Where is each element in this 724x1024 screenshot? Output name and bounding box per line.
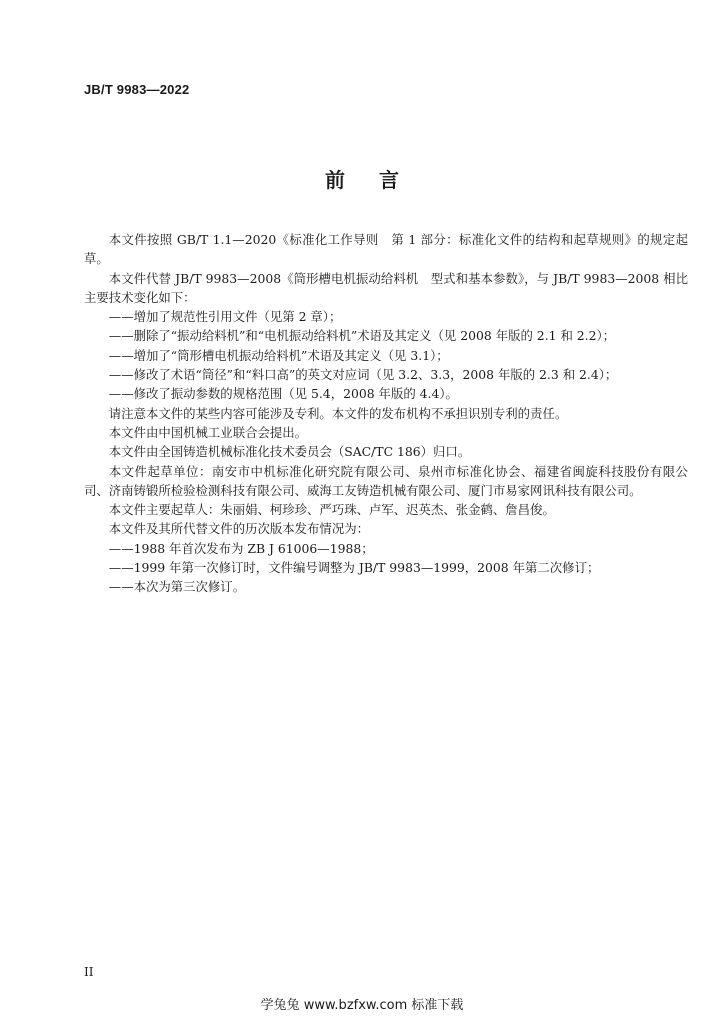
footer-watermark: 学兔兔 www.bzfxw.com 标准下载 — [260, 998, 464, 1013]
change-item: ——修改了术语“筒径”和“料口高”的英文对应词（见 3.2、3.3，2008 年版的 2.3 和 2.4）； — [108, 367, 618, 383]
change-item: ——增加了规范性引用文件（见第 2 章）； — [108, 309, 342, 325]
change-item: ——删除了“振动给料机”和“电机振动给料机”术语及其定义（见 2008 年版的 2.1 和 2.2）； — [108, 328, 616, 344]
standard-number: JB/T 9983—2022 — [84, 82, 190, 97]
paragraph-drafters: 本文件主要起草人：朱丽娟、柯珍珍、严巧珠、卢军、迟英杰、张金鹤、詹昌俊。 — [108, 502, 555, 518]
paragraph-drafting-units: 本文件起草单位：南安市中机标准化研究院有限公司、泉州市标准化协会、福建省闽旋科技股份有限公司、济南铸锻所检验检测科技有限公司、威海工友铸造机械有限公司、厦门市易家网讯科技有限公司。 — [84, 463, 688, 498]
foreword-body — [84, 230, 688, 597]
page-title: 前言 — [325, 168, 433, 192]
history-item: ——本次为第三次修订。 — [108, 579, 246, 595]
paragraph-replaces: 本文件代替 JB/T 9983—2008《筒形槽电机振动给料机 型式和基本参数》，与 JB/T 9983—2008 相比主要技术变化如下： — [84, 270, 688, 305]
change-item: ——修改了振动参数的规格范围（见 5.4，2008 年版的 4.4）。 — [108, 386, 458, 402]
history-item: ——1999 年第一次修订时，文件编号调整为 JB/T 9983—1999，2008 年第二次修订； — [108, 560, 600, 576]
paragraph-technical-committee: 本文件由全国铸造机械标准化技术委员会（SAC/TC 186）归口。 — [108, 444, 471, 460]
paragraph-version-history: 本文件及其所代替文件的历次版本发布情况为： — [108, 521, 369, 537]
history-item: ——1988 年首次发布为 ZB J 61006—1988； — [108, 540, 374, 556]
page-number: II — [84, 965, 94, 979]
paragraph-patent-notice: 请注意本文件的某些内容可能涉及专利。本文件的发布机构不承担识别专利的责任。 — [108, 405, 568, 421]
change-item: ——增加了“筒形槽电机振动给料机”术语及其定义（见 3.1）； — [108, 347, 449, 363]
paragraph-drafting-rules: 本文件按照 GB/T 1.1—2020《标准化工作导则 第 1 部分：标准化文件的结构和起草规则》的规定起草。 — [84, 232, 688, 267]
paragraph-proposed-by: 本文件由中国机械工业联合会提出。 — [108, 424, 308, 440]
